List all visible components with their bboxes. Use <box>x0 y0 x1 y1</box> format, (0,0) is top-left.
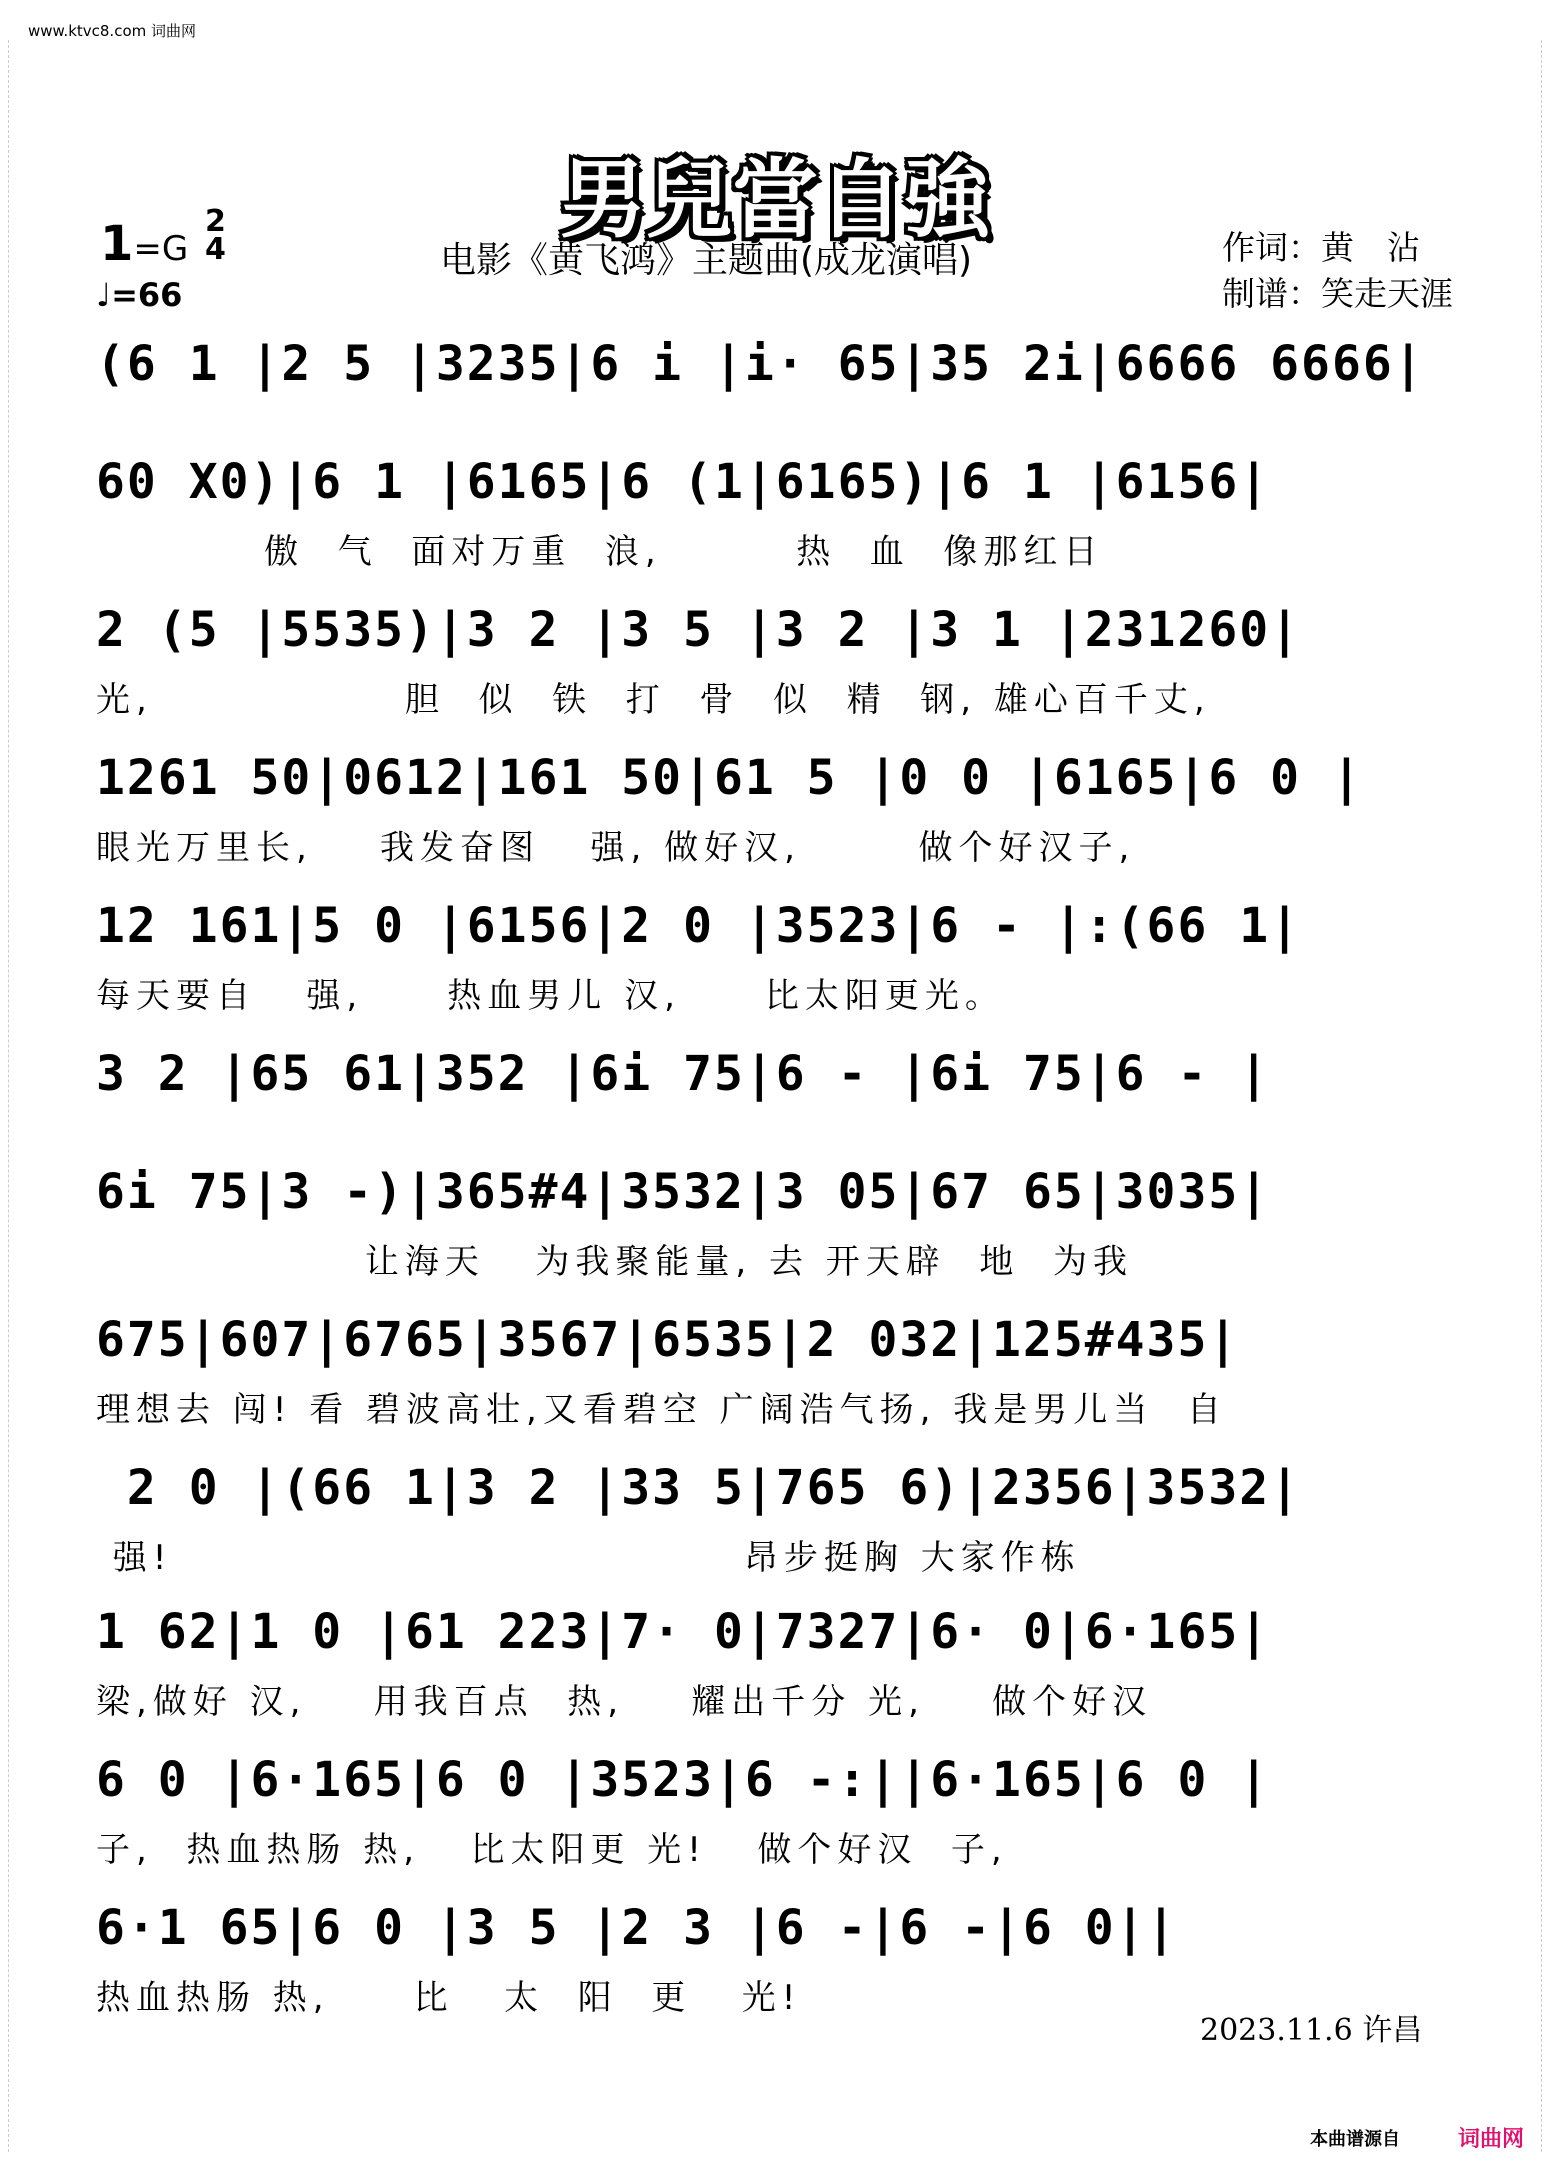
notes: 1 62|1 0 |61 223|7· 0|7327|6· 0|6·165| <box>96 1604 1271 1660</box>
lyrics: 光, 胆 似 铁 打 骨 似 精 钢, 雄心百千丈, <box>96 680 1211 720</box>
score-line-9 <box>96 1460 1466 1578</box>
time-signature <box>205 204 226 267</box>
song-title: 男兒當自強 <box>560 150 990 250</box>
score-line-4 <box>96 750 1466 868</box>
time-top: 2 <box>205 204 226 239</box>
score-line-5 <box>96 898 1466 1016</box>
right-margin-border <box>1527 40 1542 2152</box>
notes: 3 2 |65 61|352 |6i 75|6 - |6i 75|6 - | <box>96 1046 1271 1102</box>
source-label: 本曲谱源自 <box>1310 2129 1400 2150</box>
notes: 6·1 65|6 0 |3 5 |2 3 |6 -|6 -|6 0|| <box>96 1900 1178 1956</box>
score-line-12 <box>96 1900 1466 2018</box>
key-number: 1 <box>100 216 134 272</box>
score-date: 2023.11.6 许昌 <box>1200 2013 1423 2048</box>
notes: 60 X0)|6 1 |6165|6 (1|6165)|6 1 |6156| <box>96 454 1271 510</box>
key-signature <box>100 216 188 272</box>
lyrics: 强! 昂步挺胸 大家作栋 <box>96 1538 1081 1578</box>
score-line-1 <box>96 336 1466 426</box>
lyrics: 梁,做好 汉, 用我百点 热, 耀出千分 光, 做个好汉 <box>96 1682 1153 1722</box>
notes: 6i 75|3 -)|365#4|3532|3 05|67 65|3035| <box>96 1164 1271 1220</box>
tempo-marking: ♩=66 <box>96 276 183 314</box>
lyrics: 子, 热血热肠 热, 比太阳更 光! 做个好汉 子, <box>96 1830 1008 1870</box>
score-line-3 <box>96 602 1466 720</box>
arranger-credit: 制谱：笑走天涯 <box>1222 274 1453 313</box>
notes: 2 0 |(66 1|3 2 |33 5|765 6)|2356|3532| <box>96 1460 1302 1516</box>
score-line-10 <box>96 1604 1466 1722</box>
score-line-7 <box>96 1164 1466 1282</box>
lyrics: 理想去 闯! 看 碧波高壮,又看碧空 广阔浩气扬, 我是男儿当 自 <box>96 1390 1227 1430</box>
notes: (6 1 |2 5 |3235|6 i |i· 65|35 2i|6666 6666| <box>96 336 1425 392</box>
notes: 12 161|5 0 |6156|2 0 |3523|6 - |:(66 1| <box>96 898 1302 954</box>
lyrics: 傲 气 面对万重 浪, 热 血 像那红日 <box>96 532 1104 572</box>
notes: 1261 50|0612|161 50|61 5 |0 0 |6165|6 0 | <box>96 750 1363 806</box>
song-subtitle: 电影《黄飞鸿》主题曲(成龙演唱) <box>440 240 973 281</box>
notes: 2 (5 |5535)|3 2 |3 5 |3 2 |3 1 |231260| <box>96 602 1302 658</box>
score-line-2 <box>96 454 1466 572</box>
lyrics: 眼光万里长, 我发奋图 强, 做好汉, 做个好汉子, <box>96 828 1136 868</box>
score-line-6 <box>96 1046 1466 1136</box>
notes: 6 0 |6·165|6 0 |3523|6 -:||6·165|6 0 | <box>96 1752 1271 1808</box>
score-line-11 <box>96 1752 1466 1870</box>
lyrics: 每天要自 强, 热血男儿 汉, 比太阳更光。 <box>96 976 1005 1016</box>
lyrics: 让海天 为我聚能量, 去 开天辟 地 为我 <box>96 1242 1133 1282</box>
lyricist-credit: 作词：黄 沾 <box>1222 228 1420 267</box>
score-line-8 <box>96 1312 1466 1430</box>
site-url: www.ktvc8.com 词曲网 <box>28 22 197 40</box>
source-site-link[interactable]: 词曲网 <box>1458 2127 1525 2152</box>
notes: 675|607|6765|3567|6535|2 032|125#435| <box>96 1312 1240 1368</box>
lyrics: 热血热肠 热, 比 太 阳 更 光! <box>96 1978 802 2018</box>
key-text: =G <box>133 229 189 269</box>
left-margin-border <box>8 40 23 2152</box>
time-bottom: 4 <box>205 232 226 267</box>
